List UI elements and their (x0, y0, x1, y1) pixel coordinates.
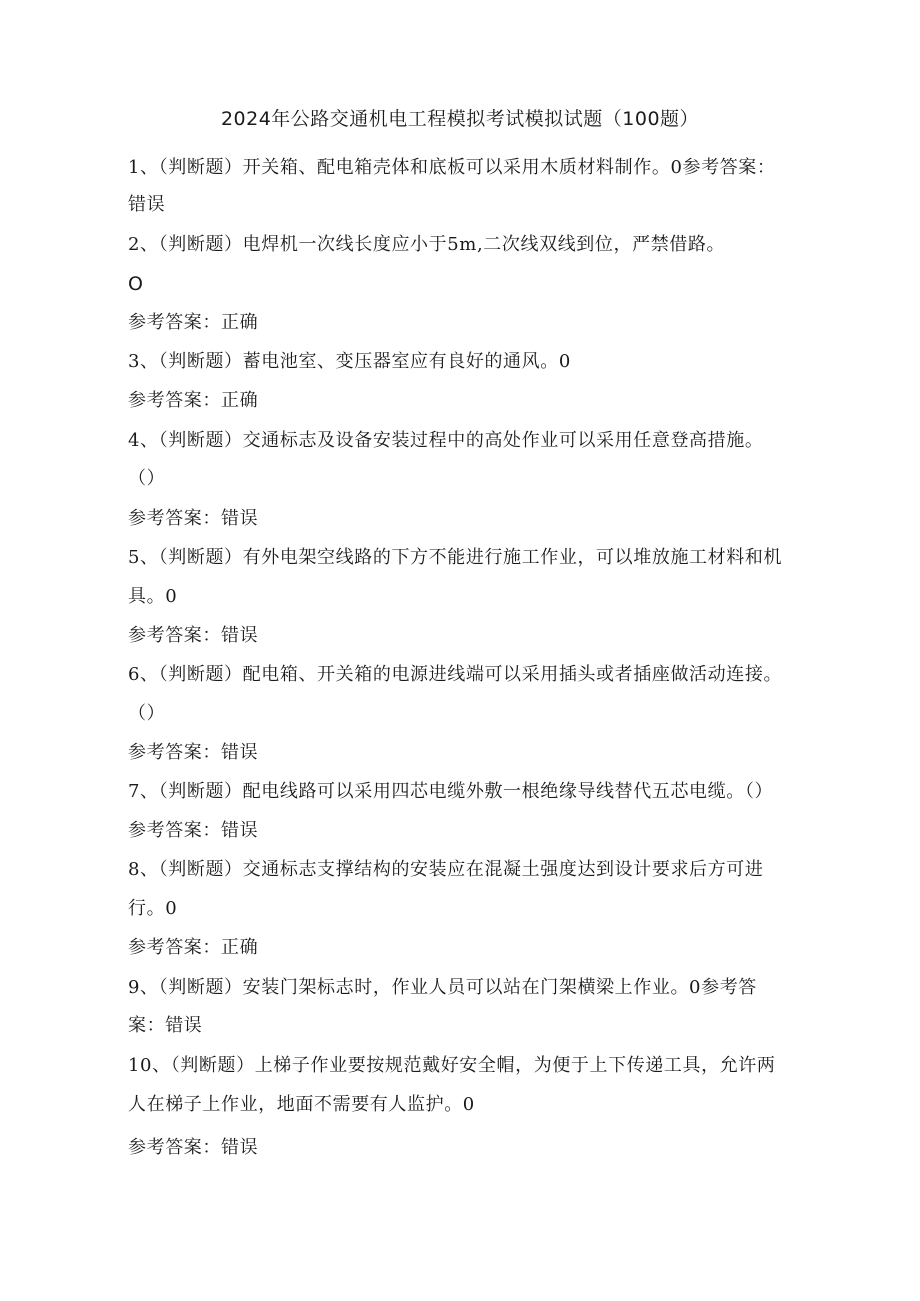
question-3-text: 3、（判断题）蓄电池室、变压器室应有良好的通风。0 (128, 351, 571, 372)
document-title: 2024年公路交通机电工程模拟考试模拟试题（100题） (220, 108, 700, 130)
question-5-text: 5、（判断题）有外电架空线路的下方不能进行施工作业，可以堆放施工材料和机 (128, 547, 783, 568)
question-8-text-cont: 行。0 (128, 898, 178, 919)
question-1-text: 1、（判断题）开关箱、配电箱壳体和底板可以采用木质材料制作。0参考答案： (128, 157, 776, 178)
question-2-text: 2、（判断题）电焊机一次线长度应小于5m,二次线双线到位，严禁借路。 (128, 234, 726, 255)
question-10-text: 10、（判断题）上梯子作业要按规范戴好安全帽，为便于上下传递工具，允许两 (128, 1055, 776, 1076)
question-8-text: 8、（判断题）交通标志支撑结构的安装应在混凝土强度达到设计要求后方可进 (128, 859, 764, 880)
question-1-answer: 错误 (128, 194, 166, 215)
question-10-text-cont: 人在梯子上作业，地面不需要有人监护。0 (128, 1094, 475, 1115)
question-6-placeholder: （） (128, 703, 166, 724)
question-9-text: 9、（判断题）安装门架标志时，作业人员可以站在门架横梁上作业。0参考答 (128, 977, 757, 998)
question-4-answer: 参考答案：错误 (128, 508, 259, 529)
question-10-answer: 参考答案：错误 (128, 1137, 259, 1158)
question-2-placeholder: O (128, 273, 144, 295)
question-7-answer: 参考答案：错误 (128, 820, 259, 841)
question-7-text: 7、（判断题）配电线路可以采用四芯电缆外敷一根绝缘导线替代五芯电缆。（） (128, 781, 774, 802)
question-6-text: 6、（判断题）配电箱、开关箱的电源进线端可以采用插头或者插座做活动连接。 (128, 664, 783, 685)
question-9-answer: 案：错误 (128, 1015, 203, 1036)
question-5-answer: 参考答案：错误 (128, 625, 259, 646)
question-4-text: 4、（判断题）交通标志及设备安装过程中的高处作业可以采用任意登高措施。 (128, 430, 764, 451)
question-4-placeholder: （） (128, 468, 166, 489)
question-5-text-cont: 具。0 (128, 586, 178, 607)
question-2-answer: 参考答案：正确 (128, 312, 259, 333)
question-3-answer: 参考答案：正确 (128, 390, 259, 411)
question-8-answer: 参考答案：正确 (128, 937, 259, 958)
question-6-answer: 参考答案：错误 (128, 742, 259, 763)
